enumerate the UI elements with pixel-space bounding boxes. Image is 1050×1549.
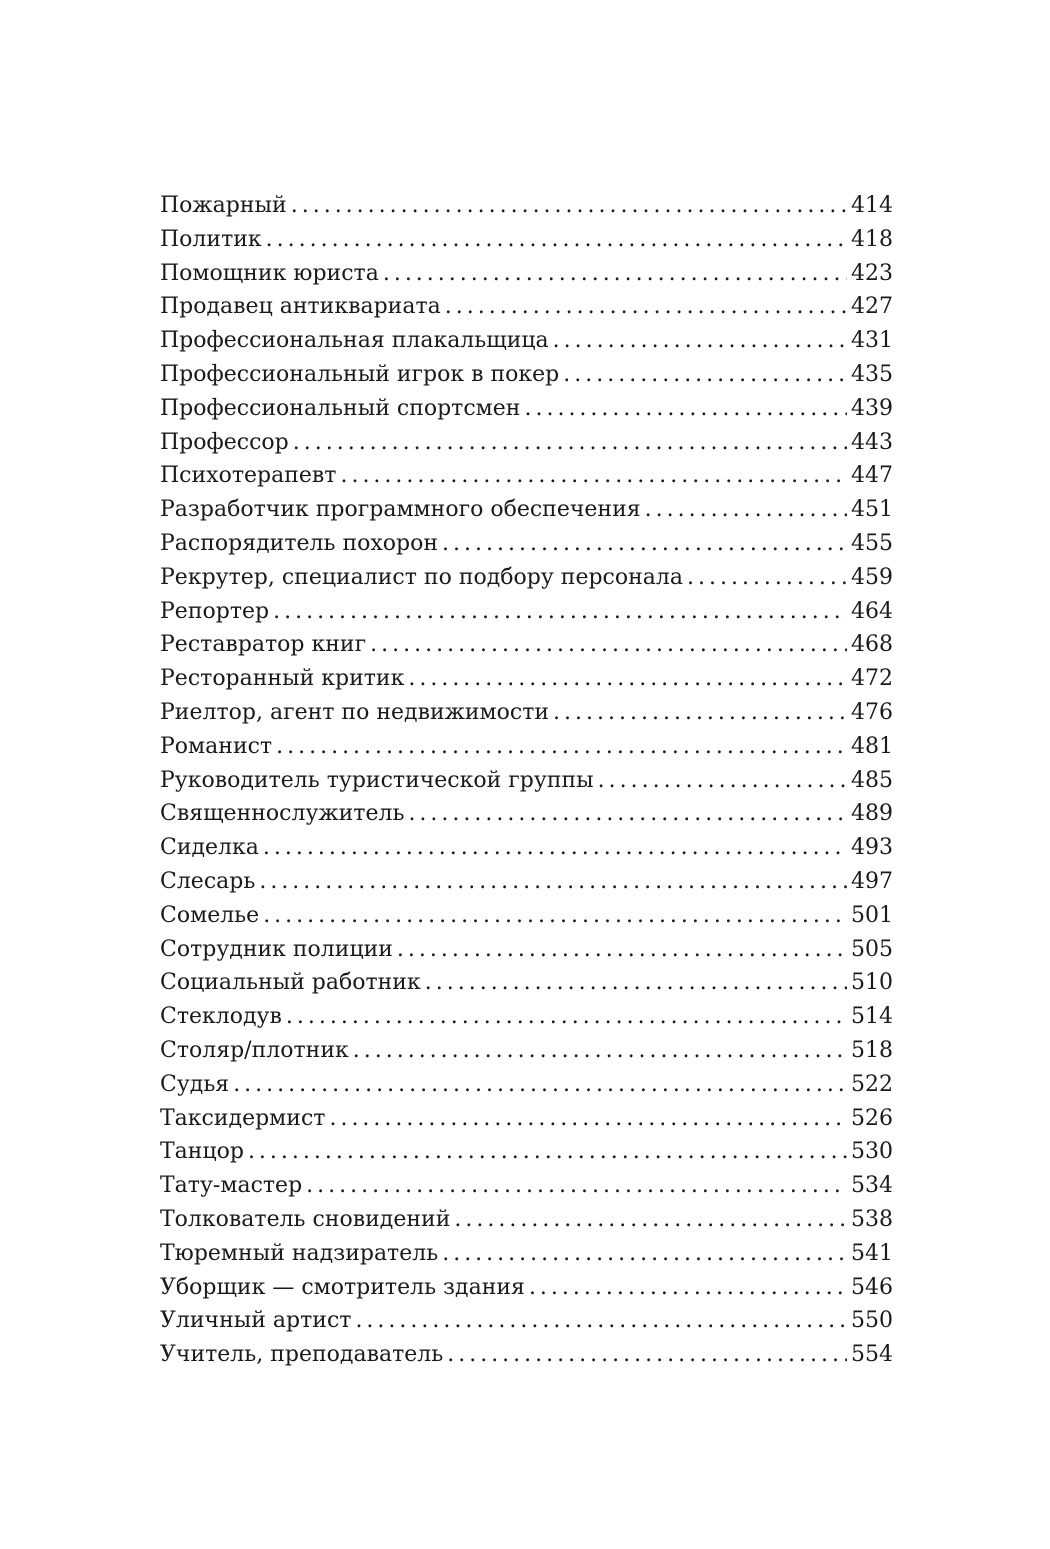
toc-dot-leader (598, 768, 847, 793)
toc-entry (160, 1004, 893, 1038)
toc-entry (160, 700, 893, 734)
toc-dot-leader (329, 1106, 847, 1131)
toc-dot-leader (286, 1004, 847, 1029)
table-of-contents (160, 193, 893, 1376)
toc-dot-leader (529, 1275, 847, 1300)
toc-dot-leader (687, 565, 847, 590)
toc-entry (160, 1038, 893, 1072)
toc-entry-title: Репортер (160, 598, 270, 624)
toc-entry-page: 489 (851, 801, 893, 827)
toc-entry-title: Тату-мастер (160, 1173, 303, 1199)
toc-entry (160, 497, 893, 531)
toc-entry-title: Социальный работник (160, 970, 421, 996)
toc-dot-leader (425, 970, 847, 995)
toc-entry (160, 1173, 893, 1207)
toc-dot-leader (266, 227, 847, 252)
toc-entry (160, 328, 893, 362)
toc-dot-leader (306, 1173, 847, 1198)
toc-entry (160, 1308, 893, 1342)
toc-entry-page: 550 (851, 1308, 893, 1334)
toc-entry-page: 464 (851, 598, 893, 624)
toc-dot-leader (553, 328, 847, 353)
toc-entry-title: Таксидермист (160, 1105, 326, 1131)
toc-entry-title: Руководитель туристической группы (160, 767, 594, 793)
toc-entry-page: 439 (851, 395, 893, 421)
toc-entry-page: 526 (851, 1105, 893, 1131)
toc-dot-leader (370, 632, 847, 657)
toc-entry (160, 970, 893, 1004)
toc-dot-leader (273, 599, 847, 624)
toc-entry (160, 227, 893, 261)
toc-dot-leader (340, 463, 847, 488)
toc-entry-title: Сомелье (160, 902, 260, 928)
toc-entry-page: 423 (851, 260, 893, 286)
toc-entry-page: 538 (851, 1206, 893, 1232)
toc-entry (160, 1342, 893, 1376)
toc-entry-title: Профессиональная плакальщица (160, 328, 549, 354)
toc-dot-leader (408, 666, 847, 691)
toc-entry-page: 451 (851, 497, 893, 523)
toc-entry (160, 1072, 893, 1106)
toc-entry-title: Пожарный (160, 193, 287, 218)
toc-entry (160, 193, 893, 227)
toc-entry-page: 414 (851, 193, 893, 218)
toc-dot-leader (397, 937, 847, 962)
toc-dot-leader (276, 734, 847, 759)
toc-dot-leader (563, 362, 847, 387)
toc-entry-title: Уборщик — смотритель здания (160, 1274, 525, 1300)
toc-dot-leader (553, 700, 847, 725)
toc-entry (160, 294, 893, 328)
toc-entry (160, 362, 893, 396)
toc-entry-title: Учитель, преподаватель (160, 1342, 444, 1368)
toc-dot-leader (524, 396, 847, 421)
toc-dot-leader (447, 1342, 847, 1367)
toc-entry-page: 455 (851, 530, 893, 556)
toc-entry-title: Риелтор, агент по недвижимости (160, 699, 550, 725)
toc-entry-title: Стеклодув (160, 1004, 282, 1030)
toc-dot-leader (291, 193, 847, 218)
toc-entry-page: 459 (851, 564, 893, 590)
toc-entry-title: Сотрудник полиции (160, 936, 393, 962)
toc-entry-page: 505 (851, 936, 893, 962)
toc-dot-leader (263, 835, 847, 860)
toc-entry (160, 768, 893, 802)
toc-entry-title: Тюремный надзиратель (160, 1240, 439, 1266)
toc-entry-title: Профессиональный спортсмен (160, 395, 521, 421)
toc-entry (160, 1106, 893, 1140)
toc-dot-leader (233, 1072, 847, 1097)
toc-entry-title: Распорядитель похорон (160, 530, 439, 556)
toc-entry-page: 501 (851, 902, 893, 928)
toc-entry-page: 431 (851, 328, 893, 354)
toc-entry-page: 418 (851, 226, 893, 252)
toc-entry-title: Судья (160, 1071, 230, 1097)
toc-entry-title: Романист (160, 733, 273, 759)
toc-entry-page: 476 (851, 699, 893, 725)
toc-entry-title: Танцор (160, 1139, 244, 1165)
toc-dot-leader (248, 1139, 847, 1164)
toc-entry-title: Продавец антиквариата (160, 294, 441, 320)
toc-entry-title: Профессор (160, 429, 289, 455)
toc-entry-title: Психотерапевт (160, 463, 337, 489)
toc-entry-page: 554 (851, 1342, 893, 1368)
toc-entry (160, 937, 893, 971)
toc-entry-title: Разработчик программного обеспечения (160, 497, 641, 523)
toc-entry (160, 396, 893, 430)
toc-entry-title: Помощник юриста (160, 260, 379, 286)
toc-entry (160, 1207, 893, 1241)
toc-dot-leader (355, 1308, 847, 1333)
toc-entry-page: 518 (851, 1037, 893, 1063)
toc-entry-page: 493 (851, 835, 893, 861)
toc-entry-title: Слесарь (160, 868, 256, 894)
toc-entry-page: 546 (851, 1274, 893, 1300)
toc-entry-page: 522 (851, 1071, 893, 1097)
toc-entry-page: 481 (851, 733, 893, 759)
toc-entry-page: 541 (851, 1240, 893, 1266)
toc-entry (160, 869, 893, 903)
toc-entry-page: 435 (851, 361, 893, 387)
toc-dot-leader (442, 1241, 847, 1266)
toc-entry (160, 1139, 893, 1173)
toc-entry (160, 734, 893, 768)
toc-entry (160, 1241, 893, 1275)
toc-dot-leader (383, 261, 847, 286)
toc-entry (160, 261, 893, 295)
toc-entry (160, 1275, 893, 1309)
toc-entry-title: Политик (160, 226, 262, 252)
toc-entry (160, 565, 893, 599)
toc-entry (160, 430, 893, 464)
toc-entry (160, 903, 893, 937)
toc-entry-title: Столяр/плотник (160, 1037, 349, 1063)
toc-entry-title: Реставратор книг (160, 632, 367, 658)
toc-dot-leader (293, 430, 847, 455)
toc-entry-page: 534 (851, 1173, 893, 1199)
toc-entry-page: 443 (851, 429, 893, 455)
toc-entry-page: 530 (851, 1139, 893, 1165)
toc-entry-page: 514 (851, 1004, 893, 1030)
toc-entry-page: 485 (851, 767, 893, 793)
toc-entry-title: Сиделка (160, 835, 259, 861)
toc-entry-title: Толкователь сновидений (160, 1206, 451, 1232)
toc-entry (160, 632, 893, 666)
toc-entry-title: Священнослужитель (160, 801, 405, 827)
toc-entry-page: 472 (851, 666, 893, 692)
toc-entry (160, 801, 893, 835)
toc-dot-leader (442, 531, 847, 556)
toc-dot-leader (408, 801, 847, 826)
toc-entry (160, 666, 893, 700)
toc-entry-page: 447 (851, 463, 893, 489)
toc-dot-leader (353, 1038, 847, 1063)
toc-entry-page: 427 (851, 294, 893, 320)
toc-entry (160, 599, 893, 633)
toc-dot-leader (645, 497, 847, 522)
toc-entry-page: 468 (851, 632, 893, 658)
toc-entry (160, 835, 893, 869)
toc-entry (160, 463, 893, 497)
toc-dot-leader (263, 903, 847, 928)
toc-entry-title: Рекрутер, специалист по подбору персонала (160, 564, 683, 590)
toc-dot-leader (445, 294, 847, 319)
toc-entry-title: Ресторанный критик (160, 666, 405, 692)
toc-dot-leader (259, 869, 847, 894)
toc-entry (160, 531, 893, 565)
toc-entry-page: 510 (851, 970, 893, 996)
toc-entry-page: 497 (851, 868, 893, 894)
toc-entry-title: Уличный артист (160, 1308, 352, 1334)
toc-dot-leader (454, 1207, 847, 1232)
toc-entry-title: Профессиональный игрок в покер (160, 361, 560, 387)
